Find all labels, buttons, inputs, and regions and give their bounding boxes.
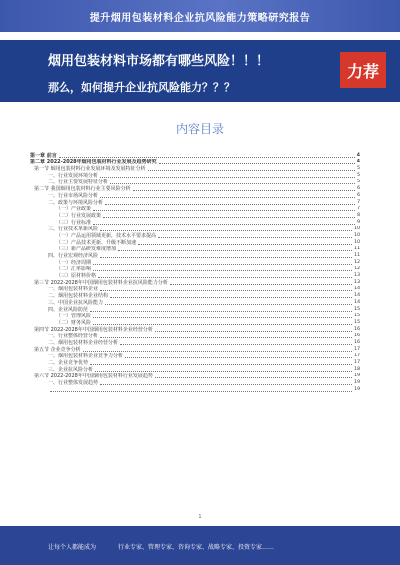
toc-entry-title: 二、行业主要发展特征分析 <box>48 179 109 186</box>
footer-lead-text: 让每个人都能成为 <box>48 544 97 551</box>
toc-dot-leader <box>105 304 352 305</box>
page-number: 1 <box>198 514 202 520</box>
toc-entry-page: 17 <box>354 346 360 352</box>
toc-dot-leader <box>110 297 352 298</box>
toc-dot-leader <box>93 317 352 318</box>
toc-entry-page: 12 <box>354 266 360 272</box>
toc-entry-title: （一）产业政策 <box>56 206 92 213</box>
toc-entry[interactable] <box>30 165 360 172</box>
toc-dot-leader <box>100 177 355 178</box>
toc-entry[interactable] <box>30 266 360 273</box>
toc-entry-page: 5 <box>357 166 360 172</box>
toc-entry-title: 二、烟用包装材料企业经营分析 <box>48 339 119 346</box>
toc-entry-title: 三、行业技术革新风险 <box>48 226 99 233</box>
toc-entry-page: 12 <box>354 259 360 265</box>
toc-entry[interactable] <box>30 152 360 159</box>
toc-dot-leader <box>50 391 352 392</box>
toc-entry[interactable] <box>30 259 360 266</box>
toc-dot-leader <box>103 217 355 218</box>
toc-entry[interactable] <box>30 206 360 213</box>
toc-dot-leader <box>158 237 352 238</box>
toc-dot-leader <box>93 224 355 225</box>
toc-entry-title: 二、政策与环境风险分析 <box>48 199 104 206</box>
toc-entry[interactable] <box>30 386 360 393</box>
toc-dot-leader <box>105 204 355 205</box>
toc-dot-leader <box>59 157 355 158</box>
toc-entry-title: （二）行业发展政策 <box>56 212 102 219</box>
toc-dot-leader <box>155 331 352 332</box>
toc-entry-title: 一、行业市场风险分析 <box>48 192 99 199</box>
toc-dot-leader <box>93 210 355 211</box>
toc-entry[interactable] <box>30 199 360 206</box>
toc-entry-title: 第六节 2022-2028年中国烟用包装材料行业发展趋势 <box>34 373 153 380</box>
toc-dot-leader <box>100 337 352 338</box>
toc-entry-page: 19 <box>354 373 360 379</box>
toc-entry-title: 四、行业宏观经济风险 <box>48 253 99 259</box>
toc-entry[interactable] <box>30 319 360 326</box>
toc-entry-page: 7 <box>357 206 360 212</box>
toc-entry-page: 5 <box>357 179 360 185</box>
banner-headline: 烟用包装材料市场都有哪些风险！！！ <box>48 54 270 69</box>
toc-entry[interactable] <box>30 353 360 360</box>
toc-entry-title: （一）经济周期 <box>56 259 92 266</box>
header-bar <box>0 0 400 32</box>
toc-entry-page: 6 <box>357 192 360 198</box>
toc-title: 内容目录 <box>175 122 224 136</box>
toc-entry-page: 5 <box>357 172 360 178</box>
toc-dot-leader <box>95 371 352 372</box>
toc-entry-page: 4 <box>356 159 360 165</box>
table-of-contents <box>30 152 360 393</box>
toc-entry[interactable] <box>30 226 360 233</box>
toc-dot-leader <box>93 270 352 271</box>
toc-dot-leader <box>155 377 352 378</box>
toc-entry[interactable] <box>30 246 360 253</box>
toc-entry-title: 一、行业发展环境分析 <box>48 172 99 179</box>
toc-entry[interactable] <box>30 212 360 219</box>
toc-entry-page: 13 <box>354 273 360 279</box>
toc-dot-leader <box>93 324 352 325</box>
toc-entry-page: 13 <box>354 279 360 285</box>
toc-dot-leader <box>120 344 352 345</box>
toc-entry-title: （三）行业标准 <box>56 219 92 226</box>
toc-entry-title: 三、中国企业抗风险能力 <box>48 299 104 306</box>
toc-entry-page: 10 <box>354 226 360 232</box>
toc-entry-title: 二、烟用包装材料企业结构 <box>48 293 109 300</box>
toc-dot-leader <box>83 351 353 352</box>
toc-dot-leader <box>90 311 352 312</box>
toc-dot-leader <box>148 170 355 171</box>
toc-dot-leader <box>100 257 352 258</box>
toc-entry-title: 一、烟用包装材料企业竞争力分析 <box>48 353 124 360</box>
toc-dot-leader <box>170 284 352 285</box>
toc-dot-leader <box>133 190 355 191</box>
toc-entry-page: 6 <box>357 186 360 192</box>
toc-entry-page: 14 <box>354 286 360 292</box>
toc-entry[interactable] <box>30 306 360 313</box>
toc-entry-page: 15 <box>354 313 360 319</box>
banner-subheadline: 那么，如何提升企业抗风险能力？？？ <box>48 81 235 94</box>
toc-entry[interactable] <box>30 239 360 246</box>
toc-entry[interactable] <box>30 279 360 286</box>
toc-entry[interactable] <box>30 286 360 293</box>
toc-entry-title: 第四节 2022-2028年中国烟用包装材料企业经营分析 <box>34 326 153 333</box>
toc-entry[interactable] <box>30 299 360 306</box>
toc-entry-page: 10 <box>354 239 360 245</box>
toc-dot-leader <box>100 384 352 385</box>
toc-entry-page: 9 <box>357 219 360 225</box>
toc-entry[interactable] <box>30 219 360 226</box>
toc-entry-title: （二）产品技术更新、升级不断加速 <box>56 239 137 246</box>
toc-entry[interactable] <box>30 272 360 279</box>
toc-dot-leader <box>159 163 355 164</box>
toc-entry-title: 第一章 前言 <box>30 152 57 159</box>
toc-entry-page: 7 <box>357 199 360 205</box>
toc-dot-leader <box>125 357 352 358</box>
toc-entry-page: 4 <box>356 152 360 158</box>
toc-entry-title: （三）原材料价格 <box>56 273 97 280</box>
toc-entry-title: 第三节 2022-2028年中国烟用包装材料企业抗风险能力分析 <box>34 279 168 286</box>
toc-entry-title: （二）汇率影响 <box>56 266 92 273</box>
toc-entry-title: 第五节 企业竞争分析 <box>34 346 81 353</box>
toc-entry-page: 19 <box>354 380 360 386</box>
toc-entry[interactable] <box>30 192 360 199</box>
toc-entry-page: 14 <box>354 293 360 299</box>
toc-entry-title: 一、烟用包装材料企业 <box>48 286 99 293</box>
toc-dot-leader <box>138 244 352 245</box>
toc-entry-page: 17 <box>354 353 360 359</box>
toc-dot-leader <box>98 277 352 278</box>
toc-entry-title: 二、企业竞争优势 <box>48 360 89 366</box>
toc-entry-title: 第二节 我国烟用包装材料行业主要风险分析 <box>34 186 131 193</box>
toc-dot-leader <box>118 250 352 251</box>
footer-roles-text: 行业专家、管理专家、咨询专家、战略专家、投资专家…… <box>118 544 275 551</box>
recommend-badge: 力荐 <box>340 52 386 88</box>
toc-entry-page: 15 <box>354 306 360 312</box>
toc-dot-leader <box>100 230 352 231</box>
toc-entry-page: 10 <box>354 232 360 238</box>
toc-entry-title: （一）产品运用领域更新，技术水平要求提高 <box>56 232 157 239</box>
toc-entry[interactable] <box>30 379 360 386</box>
toc-entry[interactable] <box>30 159 360 166</box>
toc-entry-title: （三）新产品研发难度增加 <box>56 246 117 253</box>
toc-entry-page: 17 <box>354 360 360 365</box>
toc-entry-page: 8 <box>357 212 360 218</box>
toc-entry[interactable] <box>30 339 360 346</box>
toc-entry-page: 19 <box>354 386 360 392</box>
toc-entry-page: 18 <box>354 366 360 372</box>
toc-entry-title: （二）财务风险 <box>56 319 92 326</box>
toc-dot-leader <box>100 197 355 198</box>
toc-dot-leader <box>100 290 352 291</box>
toc-dot-leader <box>110 183 355 184</box>
toc-entry-page: 16 <box>354 326 360 332</box>
toc-entry[interactable] <box>30 172 360 179</box>
toc-entry-title: 第一节 烟用包装材料行业发展环境及发展特征分析 <box>34 166 146 173</box>
toc-entry[interactable] <box>30 179 360 186</box>
toc-entry-page: 14 <box>354 299 360 305</box>
toc-entry-page: 15 <box>354 319 360 325</box>
toc-entry[interactable] <box>30 292 360 299</box>
toc-entry[interactable] <box>30 313 360 320</box>
toc-entry-title: 三、企业抗风险分析 <box>48 366 94 373</box>
toc-entry-title: 四、企业风险防范 <box>48 306 89 313</box>
toc-entry-page: 16 <box>354 333 360 339</box>
toc-entry-title: 一、行业整体经营分析 <box>48 333 99 340</box>
toc-entry-title: 一、行业整体发展趋势 <box>48 380 99 387</box>
toc-entry[interactable] <box>30 346 360 353</box>
toc-entry[interactable] <box>30 373 360 380</box>
toc-entry[interactable] <box>30 252 360 259</box>
toc-entry[interactable] <box>30 232 360 239</box>
toc-entry[interactable] <box>30 326 360 333</box>
toc-entry-page: 11 <box>354 253 360 258</box>
toc-dot-leader <box>90 364 352 365</box>
toc-entry-page: 16 <box>354 339 360 345</box>
toc-entry[interactable] <box>30 185 360 192</box>
toc-entry[interactable] <box>30 359 360 366</box>
toc-dot-leader <box>93 264 352 265</box>
toc-entry-title: （一）管理风险 <box>56 313 92 320</box>
toc-entry-page: 11 <box>354 246 360 252</box>
report-title: 提升烟用包装材料企业抗风险能力策略研究报告 <box>89 12 311 24</box>
toc-entry-title: 第二章 2022-2028年烟用包装材料行业发展及趋势研究 <box>30 159 157 166</box>
toc-entry[interactable] <box>30 366 360 373</box>
toc-entry[interactable] <box>30 333 360 340</box>
